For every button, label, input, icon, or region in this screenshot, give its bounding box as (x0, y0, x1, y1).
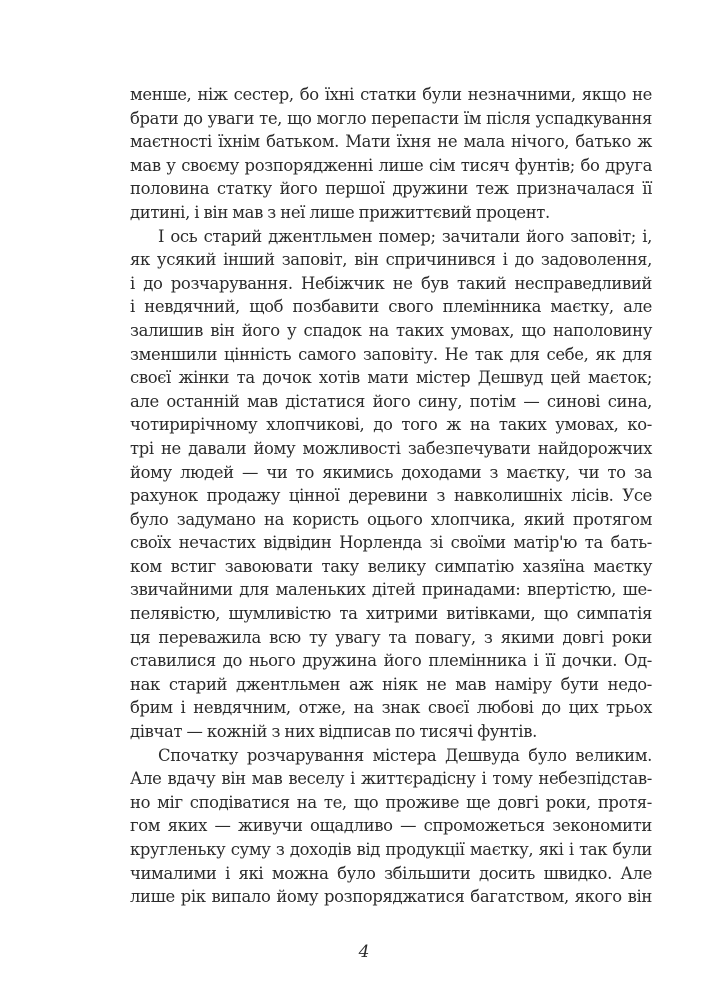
text-line: йому людей — чи то якимись доходами з маєтку, чи то за (130, 462, 652, 482)
text-line: трі не давали йому можливості забезпечувати найдорожчих (130, 438, 652, 458)
text-line: пелявістю, шумливістю та хитрими витівками, що симпатія (130, 604, 652, 624)
text-line: кругленьку суму з доходів від продукції маєтку, які і так були (130, 840, 652, 859)
text-line: нак старий джентльмен аж ніяк не мав наміру бути недо- (130, 674, 652, 694)
text-line: ця переважила всю ту увагу та повагу, з якими довгі роки (130, 627, 652, 647)
text-line: І ось старий джентльмен помер; зачитали його заповіт; і, (158, 226, 652, 246)
text-line: але останній мав дістатися його сину, потім — синові сина, (130, 391, 652, 411)
text-line: брати до уваги те, що могло перепасти їм після успадкування (130, 108, 652, 128)
text-line: своїх нечастих відвідин Норленда зі своїми матір'ю та бать- (130, 533, 652, 553)
paragraph (130, 744, 652, 909)
text-line: дівчат — кожній з них відписав по тисячі фунтів. (130, 722, 537, 742)
text-line: як усякий інший заповіт, він спричинився і до задоволення, (130, 250, 652, 270)
text-line: рахунок продажу цінної деревини з навколишніх лісів. Усе (130, 486, 652, 506)
text-line: звичайними для маленьких дітей принадами: впертістю, ше- (130, 580, 652, 600)
text-line: залишив він його у спадок на таких умовах, що наполовину (130, 320, 652, 340)
text-line: Але вдачу він мав веселу і життєрадісну і тому небезпідстав- (130, 769, 652, 789)
text-line: і до розчарування. Небіжчик не був такий несправедливий (130, 273, 652, 293)
text-line: лише рік випало йому розпоряджатися багатством, якого він (130, 887, 652, 907)
text-line: Спочатку розчарування містера Дешвуда було великим. (158, 745, 652, 765)
text-line: но міг сподіватися на те, що проживе ще довгі роки, протя- (130, 792, 652, 812)
text-line: маєтності їхнім батьком. Мати їхня не мала нічого, батько ж (130, 132, 652, 152)
text-line: чималими і які можна було збільшити досить швидко. Але (130, 863, 652, 883)
text-line: мав у своєму розпорядженні лише сім тисяч фунтів; бо друга (130, 155, 652, 175)
text-line: зменшили цінність самого заповіту. Не так для себе, як для (130, 344, 652, 364)
text-line: половина статку його першої дружини теж призначалася її (130, 179, 652, 199)
text-line: своєї жінки та дочок хотів мати містер Дешвуд цей маєток; (130, 368, 652, 388)
text-line: ком встиг завоювати таку велику симпатію хазяїна маєтку (130, 556, 652, 576)
text-line: чотирирічному хлопчикові, до того ж на таких умовах, ко- (130, 415, 652, 435)
paragraph (130, 225, 652, 744)
body-text (130, 83, 652, 909)
text-line: ставилися до нього дружина його племінника і її дочки. Од- (130, 651, 652, 671)
text-line: і невдячний, щоб позбавити свого племінника маєтку, але (130, 297, 652, 317)
text-line: дитині, і він мав з неї лише прижиттєвий процент. (130, 202, 550, 222)
paragraph (130, 83, 652, 225)
page-number: 4 (358, 942, 370, 962)
text-line: гом яких — живучи ощадливо — спроможеться зекономити (130, 816, 652, 836)
text-line: брим і невдячним, отже, на знак своєї любові до цих трьох (130, 698, 652, 718)
text-line: було задумано на користь оцього хлопчика, який протягом (130, 509, 652, 529)
text-line: менше, ніж сестер, бо їхні статки були незначними, якщо не (130, 85, 652, 104)
